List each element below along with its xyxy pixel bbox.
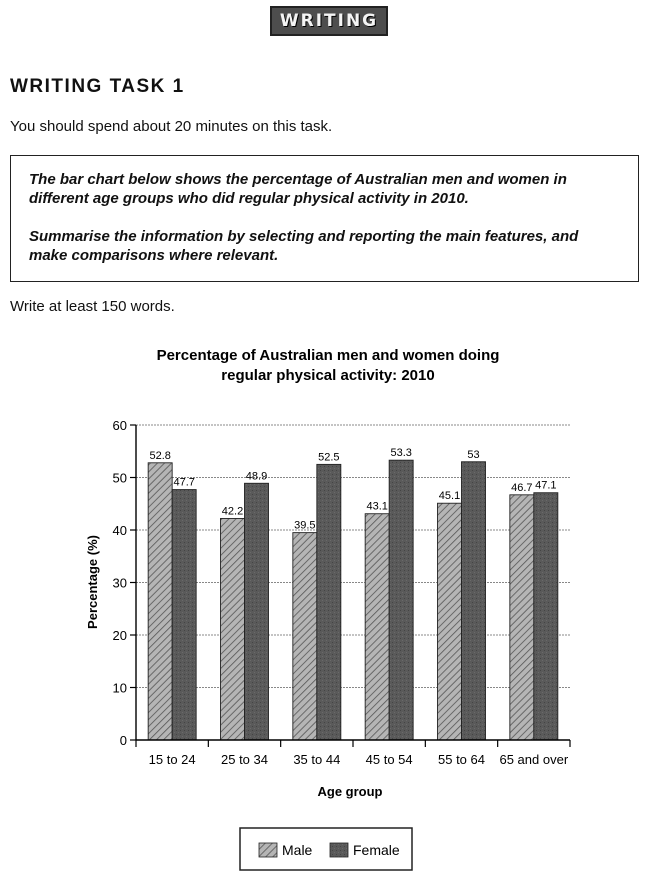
data-label-female: 53.3 <box>390 447 412 460</box>
y-axis-ticks <box>113 418 136 748</box>
data-label-female: 53 <box>467 448 480 461</box>
bar-male <box>438 503 462 740</box>
prompt-description: The bar chart below shows the percentage of Australian men and women in different age groups who did regular physical activity in 2010. <box>29 171 567 207</box>
bar-male <box>148 463 172 740</box>
legend-label-female: Female <box>353 842 400 858</box>
task-prompt-box <box>10 155 639 282</box>
legend-label-male: Male <box>282 842 313 858</box>
data-label-male: 46.7 <box>511 481 533 494</box>
y-tick-label: 40 <box>112 523 127 538</box>
bar-male <box>221 518 245 740</box>
x-tick-label: 35 to 44 <box>293 752 341 767</box>
word-count-instruction: Write at least 150 words. <box>10 298 175 315</box>
data-label-male: 45.1 <box>438 490 461 503</box>
x-tick-label: 55 to 64 <box>438 752 485 767</box>
data-label-female: 47.1 <box>535 479 557 492</box>
bar-female <box>534 493 558 740</box>
data-label-female: 52.5 <box>318 451 340 464</box>
data-label-male: 43.1 <box>366 500 388 513</box>
y-tick-label: 30 <box>112 575 127 591</box>
prompt-instruction: Summarise the information by selecting and reporting the main features, and make comparisons where relevant. <box>29 228 579 264</box>
bar-female <box>245 483 269 740</box>
y-tick-label: 10 <box>112 680 127 696</box>
legend <box>240 828 412 870</box>
data-label-male: 39.5 <box>294 519 316 532</box>
bar-chart <box>0 330 658 882</box>
gridlines <box>136 425 570 688</box>
legend-swatch-male <box>259 843 277 857</box>
data-label-female: 48.9 <box>245 470 268 483</box>
bars <box>148 460 558 740</box>
x-tick-label: 25 to 34 <box>221 752 268 767</box>
y-tick-label: 20 <box>112 628 127 643</box>
data-labels <box>149 447 556 531</box>
chart-title-line2: regular physical activity: 2010 <box>221 367 435 384</box>
bar-female <box>389 460 413 740</box>
legend-swatch-female <box>330 843 348 857</box>
x-axis-label: Age group <box>317 784 383 799</box>
bar-male <box>293 533 317 740</box>
y-tick-label: 60 <box>112 418 127 433</box>
bar-female <box>172 490 196 740</box>
writing-banner <box>270 6 388 36</box>
time-instruction: You should spend about 20 minutes on this task. <box>10 118 333 135</box>
data-label-male: 52.8 <box>149 449 171 462</box>
task-title: WRITING TASK 1 <box>10 76 185 97</box>
x-tick-label: 45 to 54 <box>365 752 413 767</box>
y-tick-label: 50 <box>112 470 127 486</box>
x-tick-label: 65 and over <box>499 752 569 767</box>
x-tick-label: 15 to 24 <box>148 752 196 767</box>
y-tick-label: 0 <box>119 733 127 748</box>
x-axis-ticks <box>136 740 570 767</box>
data-label-female: 47.7 <box>173 476 195 489</box>
chart-title-line1: Percentage of Australian men and women doing <box>156 347 500 364</box>
bar-male <box>510 495 534 740</box>
banner-text: WRITING <box>279 11 379 31</box>
bar-female <box>462 462 486 740</box>
bar-male <box>365 514 389 740</box>
data-label-male: 42.2 <box>221 505 244 518</box>
y-axis-label: Percentage (%) <box>85 535 100 629</box>
bar-female <box>317 464 341 740</box>
